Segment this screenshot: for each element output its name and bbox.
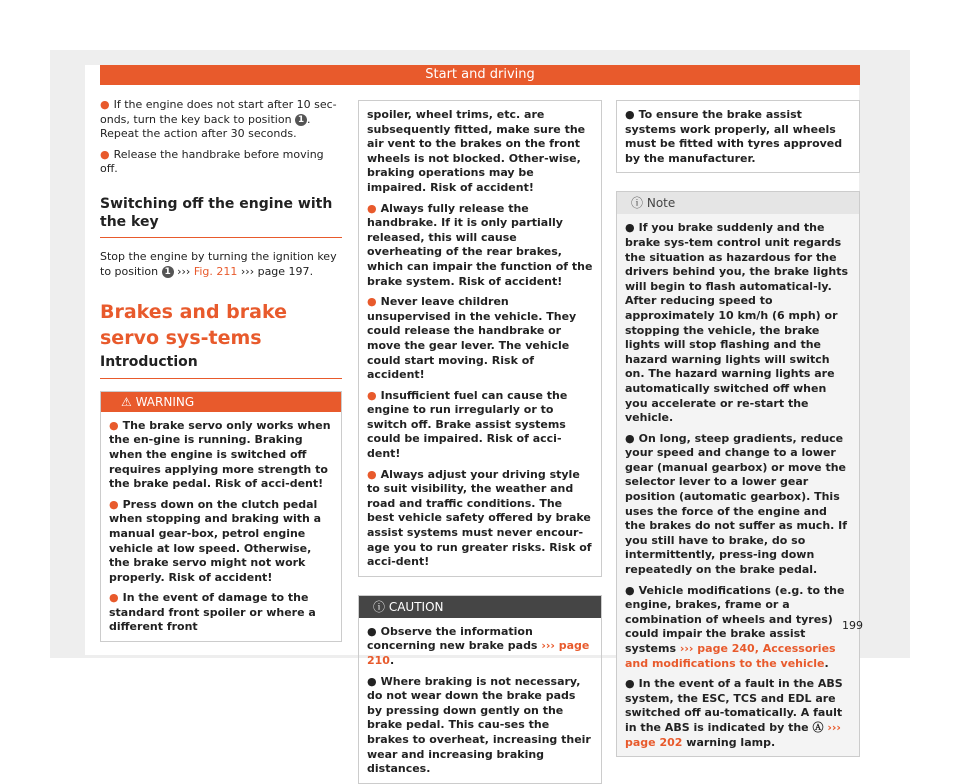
bullet-icon: ● (625, 108, 635, 121)
paragraph: Stop the engine by turning the ignition key to position 1 ››› Fig. 211 ››› page 197. (100, 249, 337, 278)
list-item: ● Release the handbrake before moving off. (100, 147, 324, 176)
bullet-icon: ● (367, 201, 377, 215)
bullet-icon: ● (367, 624, 377, 638)
list-item: ● Never leave children unsupervised in the vehicle. They could release the handbrake or move the gear lever. The vehicle could start moving. Risk of accident! (367, 295, 577, 382)
bullet-icon: ● (100, 147, 110, 161)
abs-warning-lamp-icon: Ⓐ (812, 720, 824, 734)
page-link[interactable]: ››› page 202 (625, 720, 841, 749)
page-link[interactable]: ››› page 197 (240, 264, 310, 278)
list-item: ● If you brake suddenly and the brake sys-tem control unit regards the situation as hazardous for the drivers behind you, the brake lights will begin to flash automatical-ly. After reducing speed to approximately 10 km/h (6 mph) or stopping the vehicle, the brake lights will stop flashing and the hazard warning lights will switch on. The hazard warning lights are automatically switched off when you accelerate or re-start the vehicle. (625, 221, 849, 425)
warning-body (359, 101, 601, 576)
warning-triangle-icon: ⚠ (121, 394, 132, 409)
caution-header: ⓘ CAUTION (359, 596, 601, 618)
caution-body (617, 101, 859, 172)
note-body (617, 214, 859, 756)
list-item: ● Always adjust your driving style to suit visibility, the weather and road and traffic conditions. The best vehicle safety offered by brake assist systems must never encour-age you to run greater risks. Risk of acci-dent! (367, 467, 592, 569)
list-item: ● On long, steep gradients, reduce your speed and change to a lower gear (manual gearbox) or move the selector lever to a lower gear position (automatic gearbox). This uses the force of the engine and the brakes do not suffer as much. If you still have to brake, do so intermittently, press-ing down repeatedly on the brake pedal. (625, 431, 848, 577)
caution-box-continued (616, 100, 860, 173)
bullet-icon: ● (367, 674, 377, 688)
warning-header: ⚠ WARNING (101, 392, 341, 412)
page-link[interactable]: ››› page 210 (367, 639, 590, 667)
list-item: ● The brake servo only works when the en-gine is running. Braking when the engine is switched off requires applying more strength to the brake pedal. Risk of acci-dent! (109, 418, 331, 491)
info-icon: ⓘ (631, 196, 644, 211)
paragraph: spoiler, wheel trims, etc. are subsequently fitted, make sure the air vent to the brakes on the front wheels is not blocked. Other-wise, braking operations may be impaired. Risk of accident! (367, 108, 586, 194)
figure-link[interactable]: Fig. 211 (193, 264, 238, 278)
list-item: ● Always fully release the handbrake. If it is only partially released, this will cause overheating of the rear brakes, which can impair the function of the brake system. Risk of accident! (367, 201, 593, 288)
note-header: ⓘ Note (617, 192, 859, 214)
bullet-icon: ● (625, 677, 635, 691)
bullet-icon: ● (109, 591, 119, 605)
list-item: ● If the engine does not start after 10 sec-onds, turn the key back to position 1 . Repeat the action after 30 seconds. (100, 98, 337, 141)
note-box (616, 191, 860, 757)
page-number: 199 (842, 619, 863, 632)
section-title: Switching off the engine with the key (100, 195, 342, 238)
list-item: ● Insufficient fuel can cause the engine to run irregularly or to switch off. Brake assist systems could be impaired. Risk of acci-dent! (367, 388, 568, 461)
bullet-icon: ● (625, 583, 635, 597)
warning-box (100, 391, 342, 642)
position-number-badge: 1 (162, 266, 174, 278)
bullet-icon: ● (367, 295, 377, 309)
warning-body (101, 412, 341, 641)
list-item: ● In the event of damage to the standard front spoiler or where a different front (109, 591, 316, 634)
list-item: ● To ensure the brake assist systems work properly, all wheels must be fitted with tyres approved by the manufacturer. (625, 108, 843, 165)
section-header: Start and driving (100, 65, 860, 85)
list-item: ● Where braking is not necessary, do not wear down the brake pads by pressing down gently on the brake pedal. This cau-ses the brakes to overheat, increasing their wear and increasing braking distances. (367, 674, 591, 776)
bullet-icon: ● (367, 388, 377, 402)
bullet-icon: ● (100, 98, 110, 111)
bullet-icon: ● (625, 431, 635, 445)
caution-circle-icon: ⓘ (373, 599, 386, 614)
caution-box (358, 595, 602, 784)
chapter-title: Brakes and brake servo sys-tems (100, 301, 287, 350)
page-link[interactable]: ››› page 240, Accessories and modifications to the vehicle (625, 642, 836, 670)
bullet-icon: ● (109, 497, 119, 511)
list-item: ● Observe the information concerning new brake pads ››› page 210. (367, 624, 590, 667)
warning-box-continued (358, 100, 602, 577)
list-item: ● In the event of a fault in the ABS system, the ESC, TCS and EDL are switched off au-tomatically. A fault in the ABS is indicated by the Ⓐ ››› page 202 warning lamp. (625, 677, 843, 749)
list-item: ● Vehicle modifications (e.g. to the engine, brakes, frame or a combination of wheels and tyres) could impair the brake assist systems ››› page 240, Accessories and modifications to the vehicle. (625, 583, 845, 670)
column-left (100, 98, 342, 642)
position-number-badge: 1 (295, 114, 307, 126)
bullet-icon: ● (109, 418, 119, 432)
caution-body (359, 618, 601, 783)
column-right (616, 100, 860, 757)
bullet-icon: ● (625, 221, 635, 235)
subsection-title: Introduction (100, 355, 342, 379)
list-item: ● Press down on the clutch pedal when stopping and braking with a manual gear-box, petrol engine vehicle at low speed. Otherwise, the brake servo might not work properly. Risk of accident! (109, 497, 322, 584)
column-middle (358, 100, 602, 784)
bullet-icon: ● (367, 467, 377, 481)
